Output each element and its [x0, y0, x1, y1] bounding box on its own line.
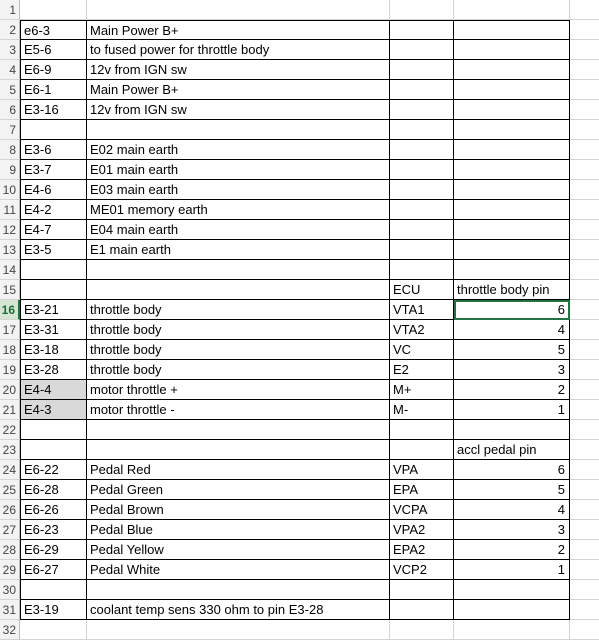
cell-pin[interactable]: E3-28 — [20, 360, 87, 380]
cell-pin[interactable]: E6-29 — [20, 540, 87, 560]
row-header[interactable]: 14 — [0, 260, 20, 280]
cell-pin[interactable] — [20, 440, 87, 460]
cell-empty[interactable] — [570, 620, 599, 640]
cell-description[interactable]: Pedal Green — [87, 480, 390, 500]
cell-pin-number[interactable] — [454, 600, 570, 620]
cell-pin[interactable] — [20, 120, 87, 140]
cell-ecu[interactable] — [390, 620, 454, 640]
row-header[interactable]: 7 — [0, 120, 20, 140]
cell-empty[interactable] — [570, 440, 599, 460]
row-header[interactable]: 27 — [0, 520, 20, 540]
cell-ecu[interactable]: VC — [390, 340, 454, 360]
row-header[interactable]: 5 — [0, 80, 20, 100]
cell-pin-number[interactable] — [454, 60, 570, 80]
cell-description[interactable]: throttle body — [87, 360, 390, 380]
cell-pin[interactable]: E3-16 — [20, 100, 87, 120]
cell-empty[interactable] — [570, 200, 599, 220]
cell-pin-number[interactable] — [454, 140, 570, 160]
cell-pin[interactable]: E4-3 — [20, 400, 87, 420]
cell-pin[interactable] — [20, 0, 87, 20]
sheet-row — [0, 560, 599, 580]
cell-description[interactable]: motor throttle - — [87, 400, 390, 420]
cell-empty[interactable] — [570, 400, 599, 420]
cell-empty[interactable] — [570, 320, 599, 340]
row-header[interactable]: 20 — [0, 380, 20, 400]
row-header[interactable]: 22 — [0, 420, 20, 440]
sheet-row — [0, 380, 599, 400]
cell-empty[interactable] — [570, 420, 599, 440]
row-header[interactable]: 24 — [0, 460, 20, 480]
cell-pin[interactable]: E4-7 — [20, 220, 87, 240]
cell-ecu[interactable]: M- — [390, 400, 454, 420]
cell-empty[interactable] — [570, 0, 599, 20]
sheet-row — [0, 60, 599, 80]
cell-description[interactable] — [87, 260, 390, 280]
row-header[interactable]: 21 — [0, 400, 20, 420]
sheet-row — [0, 240, 599, 260]
cell-empty[interactable] — [570, 60, 599, 80]
cell-description[interactable] — [87, 0, 390, 20]
cell-empty[interactable] — [570, 240, 599, 260]
sheet-row — [0, 140, 599, 160]
cell-empty[interactable] — [570, 540, 599, 560]
row-header[interactable]: 9 — [0, 160, 20, 180]
cell-ecu[interactable] — [390, 580, 454, 600]
cell-empty[interactable] — [570, 580, 599, 600]
cell-empty[interactable] — [570, 140, 599, 160]
cell-description[interactable]: Main Power B+ — [87, 20, 390, 40]
row-header[interactable]: 31 — [0, 600, 20, 620]
cell-ecu[interactable]: ECU — [390, 280, 454, 300]
cell-description[interactable]: throttle body — [87, 320, 390, 340]
sheet-row — [0, 120, 599, 140]
cell-description[interactable]: coolant temp sens 330 ohm to pin E3-28 — [87, 600, 390, 620]
cell-description[interactable]: 12v from IGN sw — [87, 60, 390, 80]
cell-empty[interactable] — [570, 160, 599, 180]
sheet-row — [0, 220, 599, 240]
sheet-row — [0, 420, 599, 440]
cell-description[interactable] — [87, 580, 390, 600]
cell-ecu[interactable]: VTA1 — [390, 300, 454, 320]
cell-description[interactable]: Pedal Blue — [87, 520, 390, 540]
sheet-row — [0, 280, 599, 300]
cell-description[interactable]: E03 main earth — [87, 180, 390, 200]
cell-pin-number[interactable]: 4 — [454, 500, 570, 520]
cell-pin-number[interactable] — [454, 40, 570, 60]
cell-pin[interactable] — [20, 620, 87, 640]
sheet-row — [0, 100, 599, 120]
sheet-row — [0, 200, 599, 220]
row-header[interactable]: 28 — [0, 540, 20, 560]
cell-pin-number[interactable] — [454, 120, 570, 140]
cell-ecu[interactable] — [390, 180, 454, 200]
cell-pin-number[interactable] — [454, 260, 570, 280]
cell-pin[interactable]: E3-5 — [20, 240, 87, 260]
row-header[interactable]: 25 — [0, 480, 20, 500]
sheet-row — [0, 260, 599, 280]
cell-empty[interactable] — [570, 20, 599, 40]
sheet-row — [0, 20, 599, 40]
cell-ecu[interactable]: VCP2 — [390, 560, 454, 580]
row-header[interactable]: 1 — [0, 0, 20, 20]
row-header[interactable]: 10 — [0, 180, 20, 200]
cell-pin[interactable]: E6-27 — [20, 560, 87, 580]
cell-empty[interactable] — [570, 560, 599, 580]
cell-empty[interactable] — [570, 180, 599, 200]
cell-pin[interactable] — [20, 280, 87, 300]
cell-description[interactable]: E01 main earth — [87, 160, 390, 180]
cell-pin-number[interactable] — [454, 100, 570, 120]
cell-pin-number[interactable]: throttle body pin — [454, 280, 570, 300]
row-header[interactable]: 6 — [0, 100, 20, 120]
row-header[interactable]: 2 — [0, 20, 20, 40]
sheet-row — [0, 300, 599, 320]
sheet-row — [0, 400, 599, 420]
cell-pin[interactable]: E6-1 — [20, 80, 87, 100]
cell-description[interactable] — [87, 620, 390, 640]
cell-description[interactable]: Pedal Brown — [87, 500, 390, 520]
cell-pin[interactable]: E6-26 — [20, 500, 87, 520]
cell-pin-number[interactable]: 1 — [454, 400, 570, 420]
cell-description[interactable]: throttle body — [87, 340, 390, 360]
cell-pin-number[interactable] — [454, 420, 570, 440]
cell-ecu[interactable]: VCPA — [390, 500, 454, 520]
sheet-row — [0, 440, 599, 460]
sheet-row — [0, 540, 599, 560]
row-header[interactable]: 17 — [0, 320, 20, 340]
cell-ecu[interactable]: M+ — [390, 380, 454, 400]
cell-pin-number[interactable]: 4 — [454, 320, 570, 340]
row-header[interactable]: 32 — [0, 620, 20, 640]
cell-pin-number[interactable] — [454, 80, 570, 100]
row-header[interactable]: 4 — [0, 60, 20, 80]
row-header[interactable]: 3 — [0, 40, 20, 60]
row-header[interactable]: 18 — [0, 340, 20, 360]
cell-pin[interactable]: E6-23 — [20, 520, 87, 540]
cell-description[interactable]: Pedal Red — [87, 460, 390, 480]
cell-empty[interactable] — [570, 40, 599, 60]
cell-pin-number[interactable]: 6 — [454, 460, 570, 480]
cell-pin[interactable]: E4-4 — [20, 380, 87, 400]
cell-empty[interactable] — [570, 360, 599, 380]
cell-ecu[interactable]: VPA — [390, 460, 454, 480]
cell-ecu[interactable]: VPA2 — [390, 520, 454, 540]
sheet-row — [0, 500, 599, 520]
cell-description[interactable]: E04 main earth — [87, 220, 390, 240]
sheet-row — [0, 320, 599, 340]
cell-pin[interactable]: E6-22 — [20, 460, 87, 480]
cell-pin[interactable]: E3-18 — [20, 340, 87, 360]
cell-ecu[interactable] — [390, 160, 454, 180]
cell-empty[interactable] — [570, 460, 599, 480]
cell-empty[interactable] — [570, 600, 599, 620]
cell-description[interactable] — [87, 420, 390, 440]
cell-ecu[interactable] — [390, 40, 454, 60]
cell-empty[interactable] — [570, 520, 599, 540]
cell-empty[interactable] — [570, 480, 599, 500]
cell-ecu[interactable] — [390, 60, 454, 80]
cell-empty[interactable] — [570, 380, 599, 400]
cell-pin-number[interactable] — [454, 620, 570, 640]
cell-ecu[interactable]: VTA2 — [390, 320, 454, 340]
sheet-row — [0, 160, 599, 180]
row-header[interactable]: 29 — [0, 560, 20, 580]
cell-description[interactable] — [87, 440, 390, 460]
cell-ecu[interactable]: EPA — [390, 480, 454, 500]
cell-empty[interactable] — [570, 340, 599, 360]
cell-pin-number[interactable]: 2 — [454, 540, 570, 560]
cell-pin-number[interactable]: 2 — [454, 380, 570, 400]
sheet-row — [0, 180, 599, 200]
cell-ecu[interactable] — [390, 140, 454, 160]
cell-ecu[interactable] — [390, 240, 454, 260]
cell-pin-number[interactable] — [454, 220, 570, 240]
cell-ecu[interactable] — [390, 260, 454, 280]
row-header[interactable]: 15 — [0, 280, 20, 300]
cell-description[interactable]: Pedal White — [87, 560, 390, 580]
cell-ecu[interactable]: E2 — [390, 360, 454, 380]
cell-empty[interactable] — [570, 220, 599, 240]
cell-pin[interactable]: E4-2 — [20, 200, 87, 220]
cell-ecu[interactable] — [390, 80, 454, 100]
cell-description[interactable]: 12v from IGN sw — [87, 100, 390, 120]
cell-description[interactable]: ME01 memory earth — [87, 200, 390, 220]
cell-pin-number[interactable]: accl pedal pin — [454, 440, 570, 460]
sheet-row — [0, 620, 599, 640]
cell-description[interactable]: E02 main earth — [87, 140, 390, 160]
cell-pin-number[interactable] — [454, 200, 570, 220]
cell-empty[interactable] — [570, 300, 599, 320]
cell-pin-number[interactable] — [454, 240, 570, 260]
sheet-row — [0, 80, 599, 100]
cell-empty[interactable] — [570, 280, 599, 300]
row-header[interactable]: 8 — [0, 140, 20, 160]
cell-empty[interactable] — [570, 260, 599, 280]
cell-pin-number[interactable]: 1 — [454, 560, 570, 580]
cell-pin[interactable]: E3-7 — [20, 160, 87, 180]
cell-ecu[interactable] — [390, 600, 454, 620]
row-header[interactable]: 16 — [0, 300, 20, 320]
sheet-row — [0, 0, 599, 20]
cell-pin-number[interactable] — [454, 580, 570, 600]
cell-empty[interactable] — [570, 120, 599, 140]
cell-pin-number[interactable] — [454, 20, 570, 40]
sheet-row — [0, 580, 599, 600]
cell-description[interactable]: to fused power for throttle body — [87, 40, 390, 60]
cell-pin[interactable]: E6-28 — [20, 480, 87, 500]
cell-pin[interactable]: E4-6 — [20, 180, 87, 200]
cell-pin[interactable] — [20, 580, 87, 600]
sheet-row — [0, 520, 599, 540]
row-header[interactable]: 13 — [0, 240, 20, 260]
row-header[interactable]: 11 — [0, 200, 20, 220]
cell-pin[interactable]: E6-9 — [20, 60, 87, 80]
cell-ecu[interactable] — [390, 420, 454, 440]
cell-pin[interactable]: E3-19 — [20, 600, 87, 620]
cell-pin-number[interactable] — [454, 0, 570, 20]
cell-empty[interactable] — [570, 500, 599, 520]
sheet-row — [0, 40, 599, 60]
cell-ecu[interactable]: EPA2 — [390, 540, 454, 560]
cell-pin-number[interactable] — [454, 160, 570, 180]
cell-ecu[interactable] — [390, 440, 454, 460]
cell-pin[interactable] — [20, 260, 87, 280]
row-header[interactable]: 19 — [0, 360, 20, 380]
cell-description[interactable]: throttle body — [87, 300, 390, 320]
cell-empty[interactable] — [570, 100, 599, 120]
cell-pin-number[interactable]: 6 — [454, 300, 570, 320]
cell-description[interactable]: E1 main earth — [87, 240, 390, 260]
cell-pin-number[interactable]: 5 — [454, 480, 570, 500]
cell-description[interactable] — [87, 120, 390, 140]
cell-pin[interactable] — [20, 420, 87, 440]
sheet-row — [0, 480, 599, 500]
cell-pin[interactable]: E5-6 — [20, 40, 87, 60]
cell-pin[interactable]: E3-31 — [20, 320, 87, 340]
cell-ecu[interactable] — [390, 0, 454, 20]
sheet-row — [0, 600, 599, 620]
cell-pin-number[interactable]: 5 — [454, 340, 570, 360]
cell-pin[interactable]: E3-6 — [20, 140, 87, 160]
cell-pin[interactable]: e6-3 — [20, 20, 87, 40]
cell-description[interactable] — [87, 280, 390, 300]
cell-description[interactable]: Main Power B+ — [87, 80, 390, 100]
cell-ecu[interactable] — [390, 200, 454, 220]
sheet-row — [0, 460, 599, 480]
row-header[interactable]: 30 — [0, 580, 20, 600]
cell-description[interactable]: motor throttle + — [87, 380, 390, 400]
cell-ecu[interactable] — [390, 120, 454, 140]
cell-description[interactable]: Pedal Yellow — [87, 540, 390, 560]
row-header[interactable]: 26 — [0, 500, 20, 520]
cell-pin-number[interactable]: 3 — [454, 360, 570, 380]
cell-pin-number[interactable] — [454, 180, 570, 200]
sheet-row — [0, 360, 599, 380]
row-header[interactable]: 23 — [0, 440, 20, 460]
cell-empty[interactable] — [570, 80, 599, 100]
cell-pin[interactable]: E3-21 — [20, 300, 87, 320]
sheet-row — [0, 340, 599, 360]
row-header[interactable]: 12 — [0, 220, 20, 240]
cell-ecu[interactable] — [390, 100, 454, 120]
cell-pin-number[interactable]: 3 — [454, 520, 570, 540]
cell-ecu[interactable] — [390, 20, 454, 40]
cell-ecu[interactable] — [390, 220, 454, 240]
